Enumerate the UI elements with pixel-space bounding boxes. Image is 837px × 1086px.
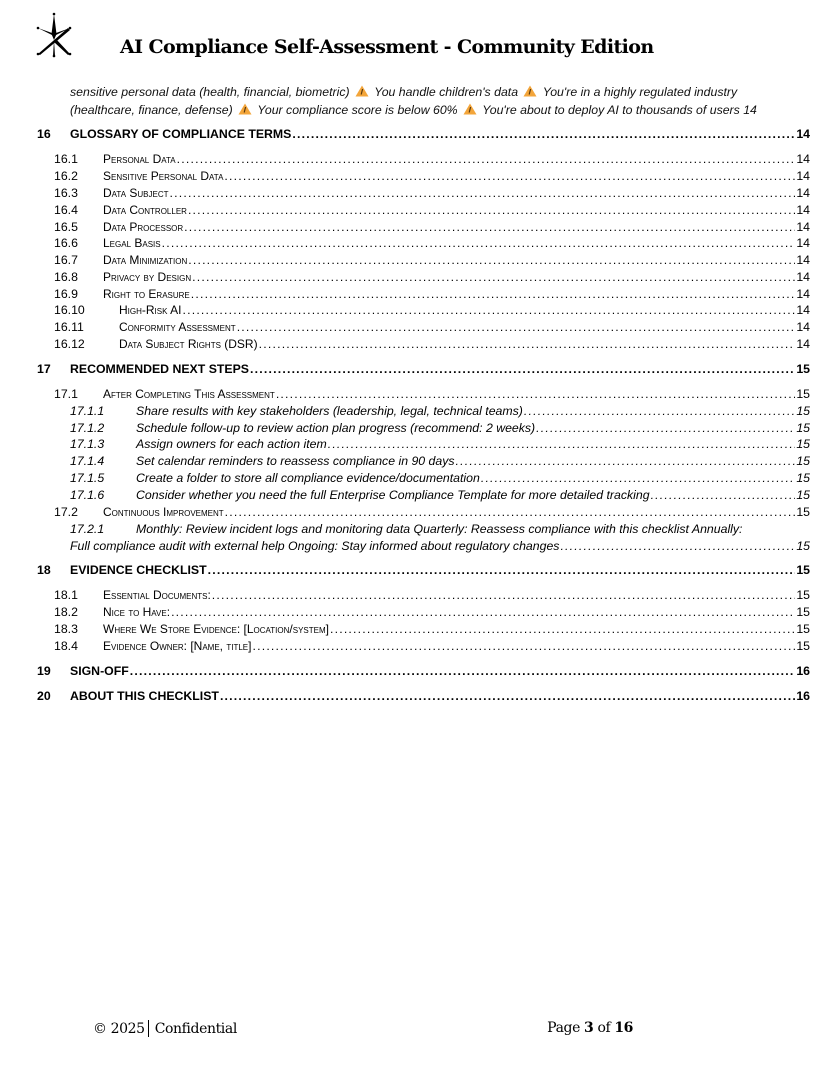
toc-number: 16.3 <box>54 186 78 200</box>
page-header <box>0 0 837 80</box>
dot-leader <box>208 563 796 577</box>
dot-leader <box>481 471 795 485</box>
dot-leader <box>220 689 795 703</box>
total-pages-number: 16 <box>614 1020 633 1036</box>
dot-leader <box>192 270 795 284</box>
toc-entry-17[interactable] <box>0 362 810 379</box>
dot-leader <box>524 404 795 418</box>
copyright-text: © 2025 <box>93 1021 145 1037</box>
toc-page-number: 15 <box>796 563 810 577</box>
toc-entry[interactable] <box>0 203 810 220</box>
toc-entry[interactable] <box>0 505 810 522</box>
toc-entry[interactable] <box>0 303 810 320</box>
dot-leader <box>237 320 796 334</box>
dot-leader <box>177 152 796 166</box>
page-prefix: Page <box>547 1020 580 1036</box>
toc-number: 16.11 <box>54 320 84 334</box>
toc-label: Legal Basis <box>103 236 161 250</box>
toc-number: 17.1 <box>54 387 78 401</box>
continuation-text: Your compliance score is below 60% <box>257 103 458 117</box>
toc-entry[interactable] <box>0 437 810 454</box>
warning-icon <box>238 103 252 115</box>
toc-entry[interactable] <box>0 236 810 253</box>
toc-entry[interactable] <box>0 152 810 169</box>
footer-divider <box>148 1020 149 1037</box>
toc-entry-18[interactable] <box>0 563 810 580</box>
toc-label: Where We Store Evidence: [Location/system] <box>103 622 329 636</box>
toc-entry[interactable] <box>0 186 810 203</box>
page-indicator <box>547 1020 633 1036</box>
toc-page-number: 14 <box>796 270 810 284</box>
toc-number: 20 <box>37 689 51 703</box>
toc-entry[interactable] <box>0 404 810 421</box>
dot-leader <box>259 337 796 351</box>
toc-label: Schedule follow-up to review action plan progress (recommend: 2 weeks) <box>136 421 536 435</box>
toc-label: Data Subject <box>103 186 169 200</box>
toc-number: 16.7 <box>54 253 78 267</box>
toc-label: Data Processor <box>103 220 184 234</box>
toc-page-number: 16 <box>796 689 810 703</box>
dot-leader <box>225 505 796 519</box>
confidential-label: Confidential <box>154 1021 237 1037</box>
toc-label: Data Controller <box>103 203 187 217</box>
toc-entry[interactable] <box>0 454 810 471</box>
toc-number: 17.1.2 <box>70 421 105 435</box>
toc-label: EVIDENCE CHECKLIST <box>70 563 207 577</box>
toc-entry[interactable] <box>0 253 810 270</box>
toc-label: RECOMMENDED NEXT STEPS <box>70 362 250 376</box>
dot-leader <box>188 203 795 217</box>
toc-number: 17.1.1 <box>70 404 105 418</box>
toc-entry-20[interactable] <box>0 689 810 706</box>
toc-entry[interactable] <box>0 471 810 488</box>
toc-page-number: 14 <box>796 186 810 200</box>
page-of-label: of <box>597 1020 611 1036</box>
toc-page-number: 14 <box>796 287 810 301</box>
toc-label: Conformity Assessment <box>119 320 236 334</box>
toc-label: Privacy by Design <box>103 270 192 284</box>
toc-label: Assign owners for each action item <box>136 437 327 451</box>
toc-page-number: 14 <box>796 253 810 267</box>
dot-leader <box>182 303 795 317</box>
toc-page-number: 15 <box>796 622 810 636</box>
warning-icon <box>355 85 369 97</box>
continuation-text: You're in a highly regulated industry <box>542 85 738 99</box>
dot-leader <box>252 639 795 653</box>
toc-number: 18.1 <box>54 588 78 602</box>
toc-page-number: 14 <box>796 236 810 250</box>
dot-leader <box>130 664 796 678</box>
toc-entry[interactable] <box>0 169 810 186</box>
dot-leader <box>162 236 796 250</box>
toc-page-number: 14 <box>796 203 810 217</box>
toc-page-number: 15 <box>796 404 810 418</box>
toc-page-number: 15 <box>796 605 810 619</box>
continuation-text: sensitive personal data (health, financial, biometric) <box>70 85 350 99</box>
toc-number: 16.9 <box>54 287 78 301</box>
continuation-text: You handle children's data <box>374 85 519 99</box>
toc-label: Continuous Improvement <box>103 505 224 519</box>
toc-label: Monthly: Review incident logs and monitoring data Quarterly: Reassess compliance with this checklist Annually: <box>136 522 743 536</box>
toc-number: 17.1.6 <box>70 488 105 502</box>
toc-label: GLOSSARY OF COMPLIANCE TERMS <box>70 127 292 141</box>
dot-leader <box>191 287 796 301</box>
toc-entry[interactable] <box>0 605 810 622</box>
toc-number: 17.2 <box>54 505 78 519</box>
toc-number: 16.12 <box>54 337 85 351</box>
toc-number: 16.1 <box>54 152 78 166</box>
toc-page-number: 15 <box>796 505 810 519</box>
dot-leader <box>328 437 796 451</box>
toc-page-number: 14 <box>796 320 810 334</box>
toc-number: 16.4 <box>54 203 78 217</box>
toc-number: 16.5 <box>54 220 78 234</box>
toc-label: Share results with key stakeholders (leadership, legal, technical teams) <box>136 404 523 418</box>
dot-leader <box>536 421 795 435</box>
dot-leader <box>224 169 795 183</box>
dot-leader <box>560 538 795 555</box>
compass-star-icon <box>30 12 78 60</box>
toc-entry[interactable] <box>0 488 810 505</box>
continuation-line <box>70 101 810 119</box>
toc-entry[interactable] <box>0 588 810 605</box>
toc-entry-16[interactable] <box>0 127 810 144</box>
toc-label: After Completing This Assessment <box>103 387 275 401</box>
toc-number: 16.6 <box>54 236 78 250</box>
dot-leader <box>212 588 796 602</box>
continuation-text: (healthcare, finance, defense) <box>70 103 233 117</box>
toc-page-number: 16 <box>796 664 810 678</box>
dot-leader <box>330 622 795 636</box>
toc-entry[interactable] <box>0 387 810 404</box>
toc-label: Evidence Owner: [Name, title] <box>103 639 252 653</box>
toc-number: 17 <box>37 362 51 376</box>
toc-page-number: 15 <box>796 588 810 602</box>
toc-number: 18 <box>37 563 51 577</box>
toc-label: High-Risk AI <box>119 303 182 317</box>
toc-entry[interactable] <box>0 337 810 354</box>
dot-leader <box>292 127 795 141</box>
toc-label: Essential Documents: <box>103 588 211 602</box>
document-title: AI Compliance Self-Assessment - Community Edition <box>120 36 654 58</box>
dot-leader <box>170 186 796 200</box>
continuation-line <box>70 83 810 101</box>
toc-number: 18.2 <box>54 605 78 619</box>
toc-entry[interactable] <box>0 421 810 438</box>
toc-number: 16.8 <box>54 270 78 284</box>
toc-entry-multiline[interactable] <box>70 521 810 555</box>
toc-label: Consider whether you need the full Enterprise Compliance Template for more detailed tracking <box>136 488 650 502</box>
toc-number: 16.2 <box>54 169 78 183</box>
toc-page-number: 14 <box>796 220 810 234</box>
toc-label: Set calendar reminders to reassess compliance in 90 days <box>136 454 455 468</box>
toc-label: Data Subject Rights (DSR) <box>119 337 258 351</box>
toc-number: 16 <box>37 127 51 141</box>
dot-leader <box>188 253 795 267</box>
toc-label: Right to Erasure <box>103 287 190 301</box>
toc-label: ABOUT THIS CHECKLIST <box>70 689 219 703</box>
toc-number: 16.10 <box>54 303 85 317</box>
toc-number: 18.4 <box>54 639 78 653</box>
toc-label: Full compliance audit with external help Ongoing: Stay informed about regulatory changes <box>70 539 560 553</box>
continuation-text: You're about to deploy AI to thousands of users 14 <box>482 103 757 117</box>
toc-number: 19 <box>37 664 51 678</box>
toc-entry[interactable] <box>0 287 810 304</box>
toc-entry[interactable] <box>0 270 810 287</box>
toc-page-number: 14 <box>796 127 810 141</box>
toc-label: SIGN-OFF <box>70 664 129 678</box>
toc-entry[interactable] <box>0 622 810 639</box>
dot-leader <box>250 362 795 376</box>
toc-number: 17.1.5 <box>70 471 105 485</box>
toc-entry[interactable] <box>0 639 810 656</box>
toc-entry-19[interactable] <box>0 664 810 681</box>
toc-page-number: 15 <box>796 488 810 502</box>
toc-page-number: 14 <box>796 303 810 317</box>
current-page-number: 3 <box>584 1020 594 1036</box>
toc-page-number: 15 <box>796 437 810 451</box>
dot-leader <box>276 387 796 401</box>
toc-label: Sensitive Personal Data <box>103 169 224 183</box>
toc-page-number: 15 <box>796 454 810 468</box>
toc-label: Data Minimization <box>103 253 188 267</box>
toc-page-number: 15 <box>796 471 810 485</box>
toc-label: Create a folder to store all compliance evidence/documentation <box>136 471 480 485</box>
toc-page-number: 15 <box>796 539 810 553</box>
toc-label: Personal Data <box>103 152 176 166</box>
toc-number: 17.2.1 <box>70 522 105 536</box>
toc-number: 17.1.3 <box>70 437 105 451</box>
warning-icon <box>463 103 477 115</box>
dot-leader <box>456 454 796 468</box>
toc-number: 18.3 <box>54 622 78 636</box>
toc-label: Nice to Have: <box>103 605 171 619</box>
warning-icon <box>523 85 537 97</box>
toc-page-number: 14 <box>796 337 810 351</box>
footer-left <box>93 1020 237 1037</box>
toc-page-number: 15 <box>796 639 810 653</box>
dot-leader <box>651 488 796 502</box>
dot-leader <box>184 220 795 234</box>
toc-page-number: 14 <box>796 152 810 166</box>
toc-page-number: 15 <box>796 387 810 401</box>
toc-page-number: 15 <box>796 362 810 376</box>
toc-page-number: 15 <box>796 421 810 435</box>
toc-entry[interactable] <box>0 320 810 337</box>
toc-number: 17.1.4 <box>70 454 105 468</box>
dot-leader <box>171 605 795 619</box>
toc-entry[interactable] <box>0 220 810 237</box>
toc-page-number: 14 <box>796 169 810 183</box>
